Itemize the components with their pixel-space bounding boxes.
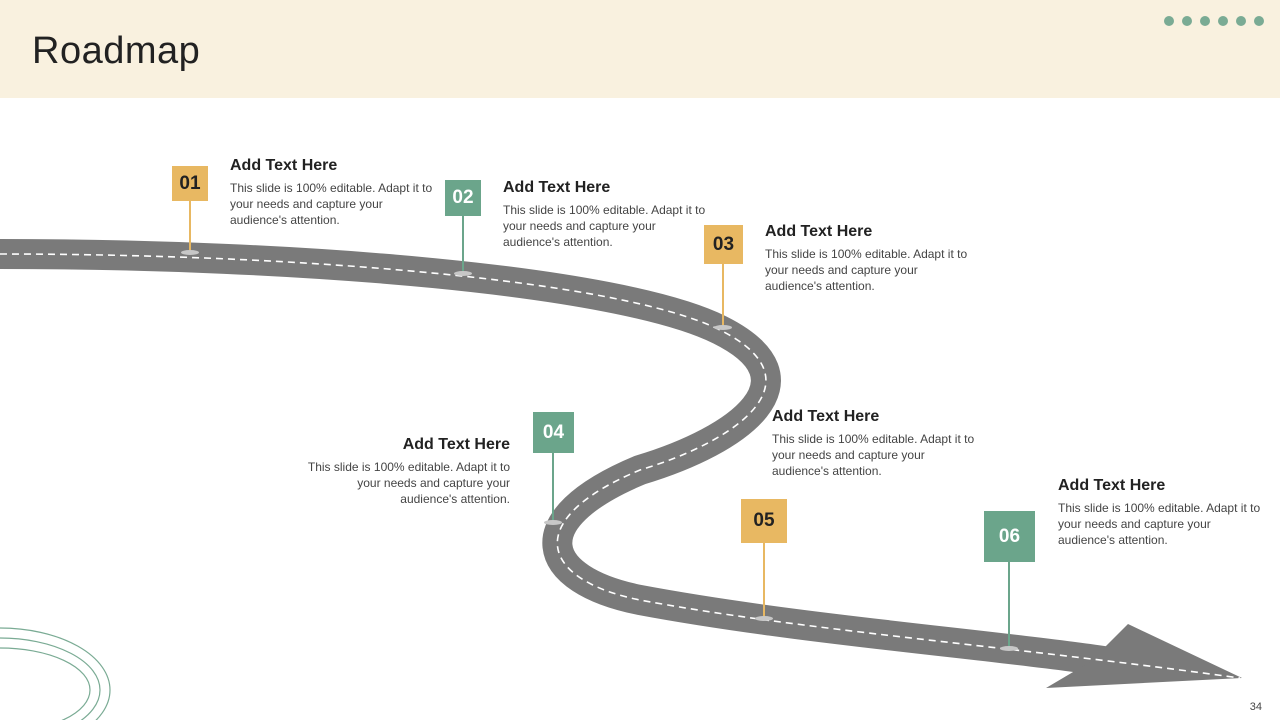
milestone-04-heading: Add Text Here (402, 436, 510, 453)
milestone-06-stem (1008, 561, 1010, 647)
milestone-03-stem (722, 263, 724, 327)
milestone-04-base (544, 520, 562, 525)
milestone-03-base (714, 325, 732, 330)
milestone-03-marker: 03 (704, 225, 743, 264)
milestone-05-stem (763, 542, 765, 618)
milestone-06-base (1000, 646, 1018, 651)
milestone-06-heading: Add Text Here (1058, 477, 1166, 494)
milestone-04-stem (552, 452, 554, 522)
milestone-02-heading: Add Text Here (503, 179, 611, 196)
milestone-05-heading: Add Text Here (772, 408, 880, 425)
decorative-arcs (0, 628, 110, 720)
milestone-02-marker: 02 (445, 180, 481, 216)
milestone-04-marker: 04 (533, 412, 574, 453)
milestone-05-text (772, 408, 977, 479)
milestone-01-body: This slide is 100% editable. Adapt it to your needs and capture your audience's attention. (230, 181, 433, 227)
page-number: 34 (1249, 701, 1262, 713)
milestone-03-body: This slide is 100% editable. Adapt it to your needs and capture your audience's attention. (765, 247, 968, 293)
milestone-03-heading: Add Text Here (765, 223, 873, 240)
milestone-01-text (230, 157, 435, 228)
milestone-01-marker: 01 (172, 166, 208, 201)
milestone-01-heading: Add Text Here (230, 157, 338, 174)
milestone-03-text (765, 223, 970, 294)
milestone-02-text (503, 179, 708, 250)
milestone-05-body: This slide is 100% editable. Adapt it to your needs and capture your audience's attention. (772, 432, 975, 478)
milestone-06-body: This slide is 100% editable. Adapt it to your needs and capture your audience's attention. (1058, 501, 1261, 547)
milestone-02-stem (462, 215, 464, 273)
milestone-04-body: This slide is 100% editable. Adapt it to your needs and capture your audience's attention. (307, 460, 510, 506)
milestone-01-stem (189, 200, 191, 252)
milestone-01-base (181, 250, 199, 255)
milestone-02-body: This slide is 100% editable. Adapt it to your needs and capture your audience's attention. (503, 203, 706, 249)
milestone-05-base (755, 616, 773, 621)
milestone-06-text (1058, 477, 1263, 548)
milestone-05-marker: 05 (741, 499, 787, 543)
milestone-04-text (305, 436, 510, 507)
milestone-06-marker: 06 (984, 511, 1035, 562)
milestone-02-base (454, 271, 472, 276)
slide-title: Roadmap (32, 30, 201, 72)
